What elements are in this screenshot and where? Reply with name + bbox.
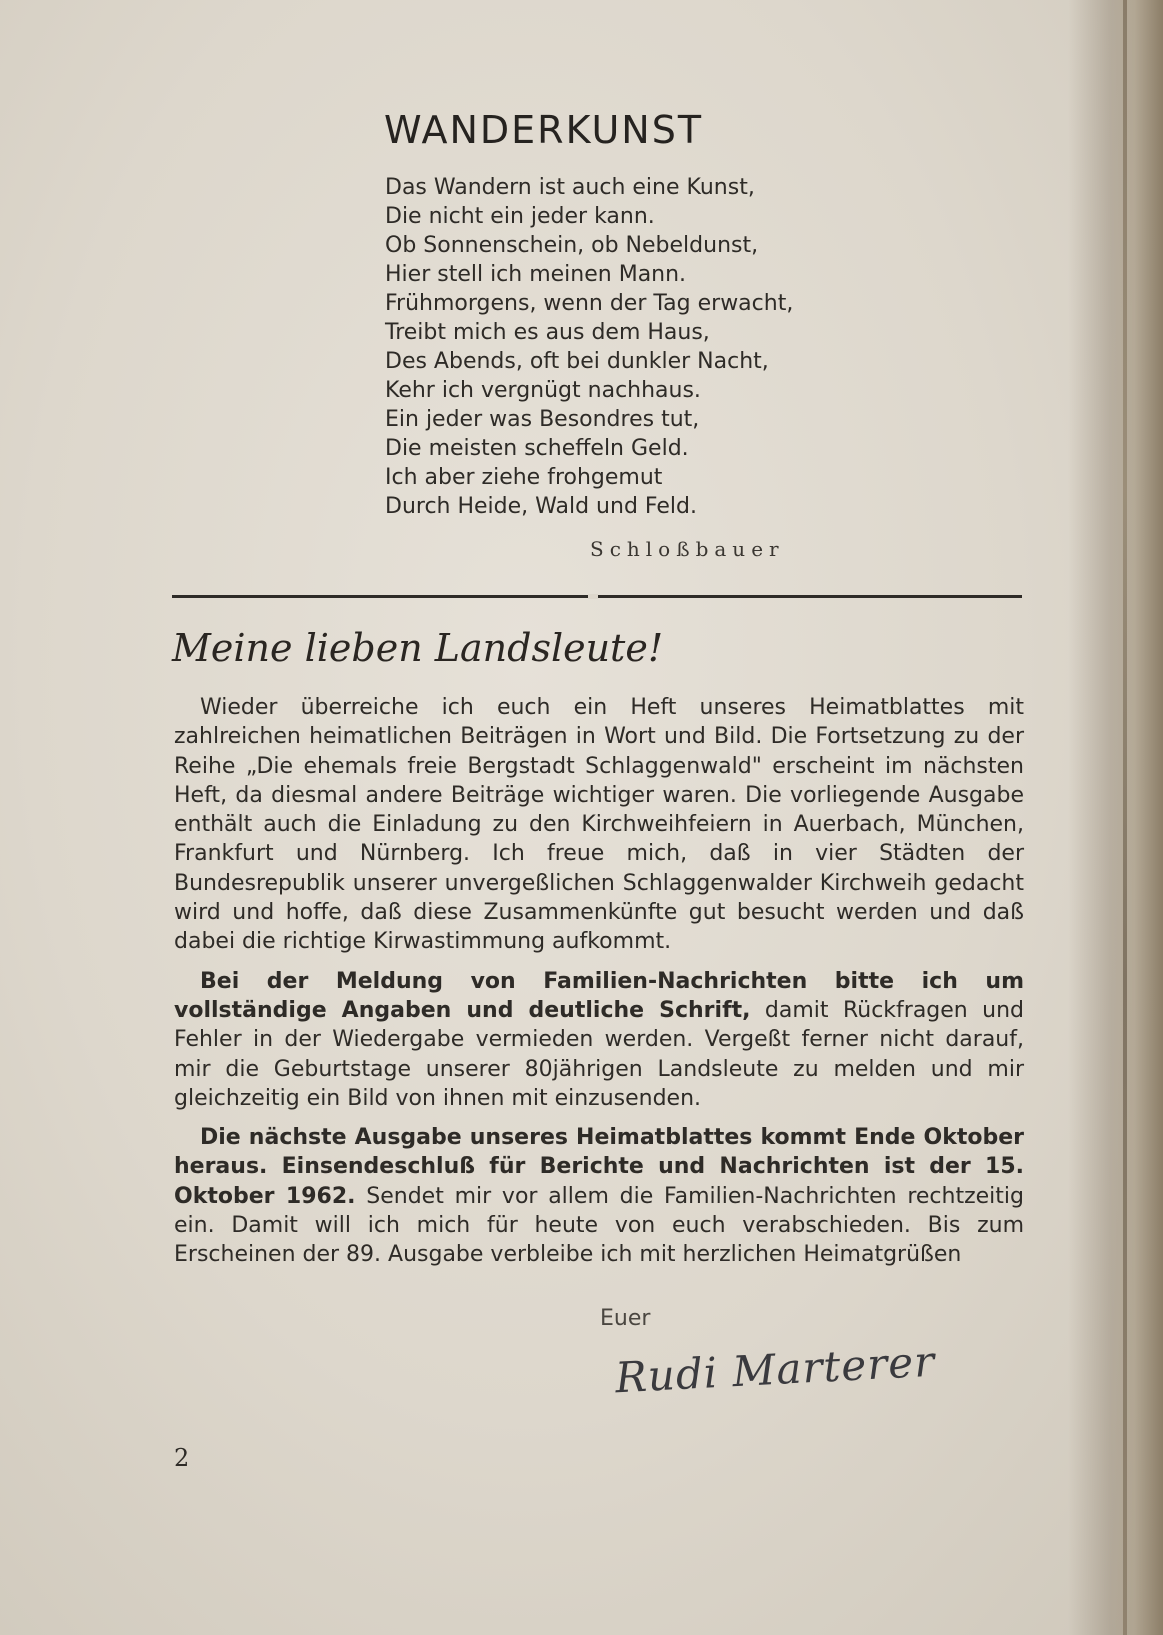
page-number: 2: [174, 1444, 190, 1472]
poem-line: Des Abends, oft bei dunkler Nacht,: [385, 349, 769, 374]
poem-line: Ich aber ziehe frohgemut: [385, 465, 663, 490]
poem-line: Die nicht ein jeder kann.: [385, 204, 655, 229]
letter-paragraph-2: [174, 967, 1024, 1113]
poem-title: WANDERKUNST: [384, 108, 704, 152]
letter-greeting: Meine lieben Landsleute!: [172, 626, 664, 670]
poem-lines: [385, 173, 945, 521]
letter-body: [174, 693, 1024, 1280]
page-edge-shadow: [1068, 0, 1163, 1635]
letter-closing: Euer: [600, 1306, 651, 1331]
poem-line: Frühmorgens, wenn der Tag erwacht,: [385, 291, 794, 316]
paragraph-3-emphasis: Die nächste Ausgabe unseres Heimatblattes kommt Ende Oktober heraus. Einsendeschluß für Berichte und Nachrichten ist der 15. Oktober 1962.: [174, 1125, 1024, 1209]
divider-gap: [588, 594, 598, 599]
poem-line: Hier stell ich meinen Mann.: [385, 262, 687, 287]
poem-line: Ein jeder was Besondres tut,: [385, 407, 700, 432]
poem-line: Die meisten scheffeln Geld.: [385, 436, 689, 461]
poem-line: Das Wandern ist auch eine Kunst,: [385, 175, 755, 200]
letter-paragraph-3: [174, 1123, 1024, 1269]
letter-paragraph-1: Wieder überreiche ich euch ein Heft unseres Heimatblattes mit zahlreichen heimatlichen Beiträgen in Wort und Bild. Die Fortsetzung zu der Reihe „Die ehemals freie Bergstadt Schlaggenwald" erscheint im nächsten Heft, da diesmal andere Beiträge wichtiger waren. Die vorliegende Ausgabe enthält auch die Einladung zu den Kirchweihfeiern in Auerbach, München, Frankfurt und Nürnberg. Ich freue mich, daß in vier Städten der Bundesrepublik unserer unvergeßlichen Schlaggenwalder Kirchweih gedacht wird und hoffe, daß diese Zusammenkünfte gut besucht werden und daß dabei die richtige Kirwastimmung aufkommt.: [174, 695, 1024, 955]
poem-line: Durch Heide, Wald und Feld.: [385, 494, 697, 519]
paragraph-3-text: Sendet mir vor allem die Familien-Nachrichten rechtzeitig ein. Damit will ich mich für heute von euch verabschieden. Bis zum Erscheinen der 89. Ausgabe verbleibe ich mit herzlichen Heimatgrüßen: [174, 1183, 1024, 1268]
page-fold-line: [1123, 0, 1127, 1635]
paragraph-2-emphasis: Bei der Meldung von Familien-Nachrichten bitte ich um vollständige Angaben und deutliche Schrift,: [174, 968, 1024, 1023]
poem-author: Schloßbauer: [590, 537, 785, 561]
poem-line: Kehr ich vergnügt nachhaus.: [385, 378, 701, 403]
paragraph-2-text: damit Rückfragen und Fehler in der Wiedergabe vermieden werden. Vergeßt ferner nicht darauf, mir die Geburtstage unserer 80jährigen Landsleute zu melden und mir gleichzeitig ein Bild von ihnen mit einzusenden.: [174, 997, 1025, 1111]
handwritten-signature: Rudi Marterer: [613, 1336, 937, 1403]
poem-line: Treibt mich es aus dem Haus,: [385, 320, 710, 345]
poem-line: Ob Sonnenschein, ob Nebeldunst,: [385, 233, 759, 258]
